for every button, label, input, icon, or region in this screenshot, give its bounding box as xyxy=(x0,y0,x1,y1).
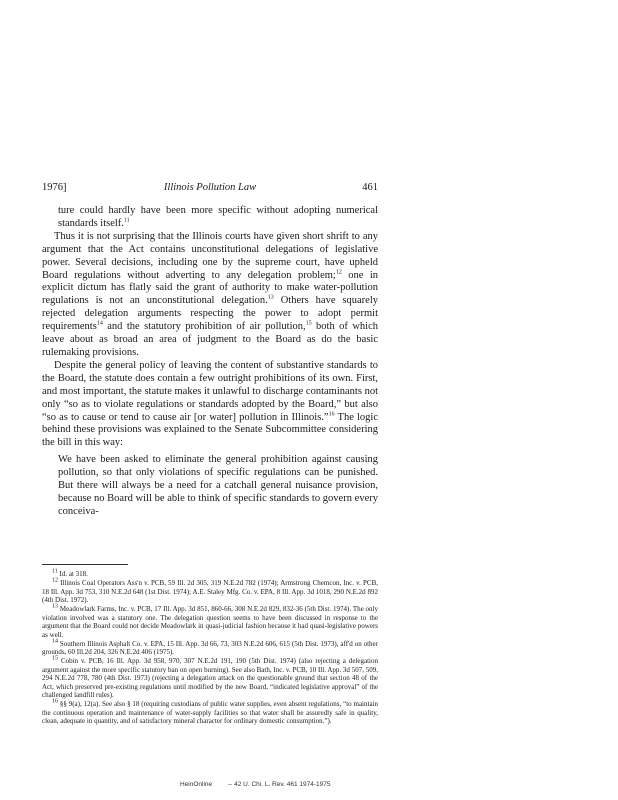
footnote-11: $^{11}$ Id. at 318. xyxy=(52,568,88,578)
footnote-ref: 15 xyxy=(305,320,312,327)
page-header xyxy=(42,182,378,196)
footnote-ref: 12 xyxy=(335,269,342,276)
footnote-ref: 14 xyxy=(96,320,103,327)
paragraph-prohibitions: Despite the general policy of leaving the content of substantive standards to the Board, the statute does contain a few outright prohibitions of its own. First, and most important, the statute makes it unlawful to discharge contaminants not only “so as to violate regulations or standards adopted by the Board,” but also “so as to cause or tend to cause air [or water] pollution in Illinois.”$^{16}$ The logic behind these provisions was explained to the Senate Subcommittee considering the bill in this way: xyxy=(42,359,378,449)
footnotes xyxy=(42,570,378,726)
footnote-ref: 13 xyxy=(267,294,274,301)
footnote-rule xyxy=(42,564,128,565)
page-footer xyxy=(180,781,344,788)
footer-citation: -- 42 U. Chi. L. Rev. 461 1974-1975 xyxy=(227,781,331,788)
footnote-ref: 16 xyxy=(328,411,335,417)
paragraph-continuation: ture could hardly have been more specific without adopting numerical standards itself.$^{11}$ xyxy=(58,205,378,229)
footnote-14: $^{14}$ Southern Illinois Asphalt Co. v. EPA, 15 Ill. App. 3d 66, 73, 303 N.E.2d 606, 615 (5th Dist. 1973), aff'd on other grounds, 60 Ill.2d 204, 326 N.E.2d 406 (1975). xyxy=(42,638,378,656)
footer-source: HeinOnline xyxy=(180,781,213,788)
footnote-12: $^{12}$ Illinois Coal Operators Ass'n v. PCB, 59 Ill. 2d 305, 319 N.E.2d 782 (1974); Armstrong Chemcon, Inc. v. PCB, 18 Ill. App. 3d 753, 310 N.E.2d 648 (1st Dist. 1974); A.E. Staley Mfg. Co. v. EPA, 8 Ill. App. 3d 1018, 290 N.E.2d 892 (4th Dist. 1972). xyxy=(42,577,378,604)
footnote-ref: 11 xyxy=(123,217,130,224)
footnote-15: $^{15}$ Cobin v. PCB, 16 Ill. App. 3d 958, 970, 307 N.E.2d 191, 190 (5th Dist. 1974) (also rejecting a delegation argument against the more specific statutory ban on open burning). See also Bath, Inc. v. PCB, 10 Ill. App. 3d 507, 509, 294 N.E.2d 778, 780 (4th Dist. 1973) (rejecting a delegation attack on the questionable ground that section 48 of the Act, which preserved pre-existing regulations until modified by the new Board, “indicated legislative approval” of the challenged landfill rules). xyxy=(42,655,378,699)
page-number: 461 xyxy=(362,182,378,193)
block-quote: We have been asked to eliminate the general prohibition against causing pollution, so that only violations of specific regulations can be punished. But there will always be a need for a catchall general nuisance provision, because no Board will be able to think of specific standards to govern every conceiva- xyxy=(58,454,378,517)
footnote-13: $^{13}$ Meadowlark Farms, Inc. v. PCB, 17 Ill. App. 3d 851, 860-66, 308 N.E.2d 829, 832-36 (5th Dist. 1974). The only violation involved was a statutory one. The delegation question seems to have been discussed in response to the argument that the Board could not decide Meadowlark in quasi-judicial fashion because it had quasi-legislative powers as well. xyxy=(42,603,379,639)
header-year: 1976] xyxy=(42,182,67,193)
paragraph-delegation: Thus it is not surprising that the Illinois courts have given short shrift to any argument that the Act contains unconstitutional delegations of legislative power. Several decisions, including one by the supreme court, have upheld Board regulations without adverting to any delegation problem;$^{12}$ one in explicit dictum has flatly said the grant of authority to make water-pollution regulations is not an unconstitutional delegation.$^{13}$ Others have squarely rejected delegation arguments respecting the power to adopt permit requirements$^{14}$ and the statutory prohibition of air pollution,$^{15}$ both of which leave about as broad an area of judgment to the Board as do the basic rulemaking provisions. xyxy=(42,230,379,358)
footnote-16: $^{16}$ §§ 9(a), 12(a). See also § 18 (requiring custodians of public water supplies, even absent regulations, “to maintain the continuous operation and maintenance of water-supply facilities so that water shall be assuredly safe in quality, clean, adequate in quantity, and of satisfactory mineral character for ordinary domestic consumption.”). xyxy=(42,698,378,725)
running-title: Illinois Pollution Law xyxy=(163,182,257,193)
body-text xyxy=(42,205,378,519)
